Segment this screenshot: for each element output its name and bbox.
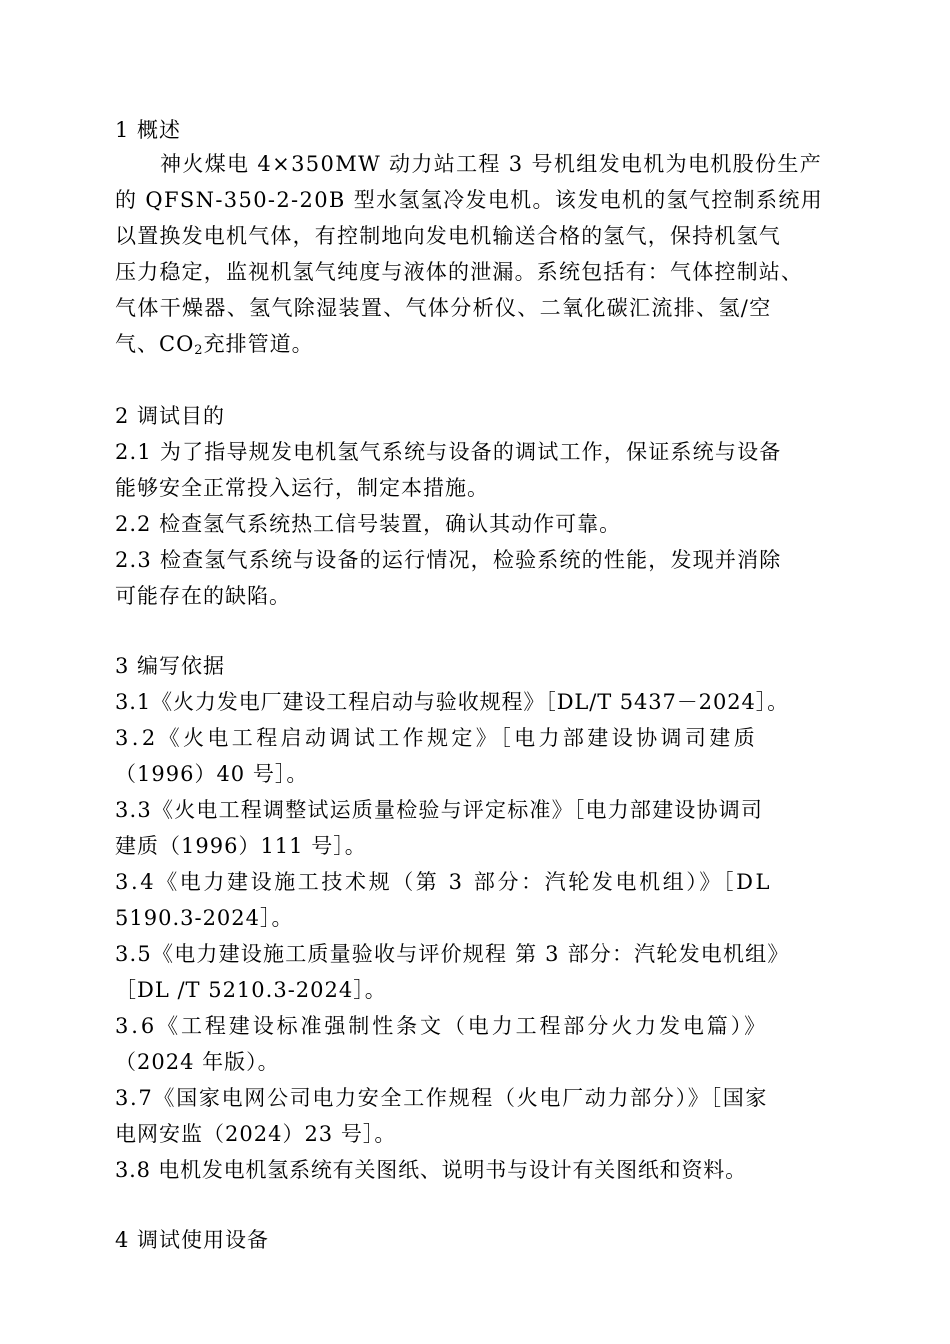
reference-3-6-line-2: （2024 年版）。 bbox=[115, 1050, 280, 1074]
section-1-line-3: 以置换发电机气体，有控制地向发电机输送合格的氢气，保持机氢气 bbox=[115, 224, 781, 248]
reference-3-3-line-2: 建质（1996）111 号］。 bbox=[115, 834, 367, 858]
section-2-line-2: 能够安全正常投入运行，制定本措施。 bbox=[115, 476, 489, 500]
reference-3-2-line-2: （1996）40 号］。 bbox=[115, 762, 309, 786]
reference-3-1: 3.1《火力发电厂建设工程启动与验收规程》［DL/T 5437－2024］。 bbox=[115, 690, 790, 714]
co2-suffix: 充排管道。 bbox=[203, 332, 314, 356]
reference-3-8: 3.8 电机发电机氢系统有关图纸、说明书与设计有关图纸和资料。 bbox=[115, 1158, 747, 1182]
section-2-line-1: 2.1 为了指导规发电机氢气系统与设备的调试工作，保证系统与设备 bbox=[115, 440, 782, 464]
section-1-line-6 bbox=[115, 330, 314, 358]
reference-3-5-line-1: 3.5《电力建设施工质量验收与评价规程 第 3 部分：汽轮发电机组》 bbox=[115, 942, 790, 966]
section-3-heading: 3 编写依据 bbox=[115, 654, 226, 678]
reference-3-7-line-1: 3.7《国家电网公司电力安全工作规程（火电厂动力部分）》［国家 bbox=[115, 1086, 769, 1110]
co2-prefix: 气、CO bbox=[115, 332, 195, 356]
section-1-line-2: 的 QFSN-350-2-20B 型水氢氢冷发电机。该发电机的氢气控制系统用 bbox=[115, 188, 824, 212]
section-2-line-4: 2.3 检查氢气系统与设备的运行情况，检验系统的性能，发现并消除 bbox=[115, 548, 782, 572]
section-1-heading: 1 概述 bbox=[115, 118, 182, 142]
reference-3-2-line-1: 3.2《火电工程启动调试工作规定》［电力部建设协调司建质 bbox=[115, 726, 759, 750]
section-2-line-5: 可能存在的缺陷。 bbox=[115, 584, 291, 608]
section-2-heading: 2 调试目的 bbox=[115, 404, 226, 428]
co2-subscript: 2 bbox=[194, 343, 204, 358]
reference-3-5-line-2: ［DL /T 5210.3-2024］。 bbox=[115, 978, 387, 1002]
section-4-heading: 4 调试使用设备 bbox=[115, 1228, 270, 1252]
section-1-line-4: 压力稳定，监视机氢气纯度与液体的泄漏。系统包括有：气体控制站、 bbox=[115, 260, 804, 284]
reference-3-4-line-2: 5190.3-2024］。 bbox=[115, 906, 294, 930]
section-1-line-5: 气体干燥器、氢气除湿装置、气体分析仪、二氧化碳汇流排、氢/空 bbox=[115, 296, 772, 320]
section-2-line-3: 2.2 检查氢气系统热工信号装置，确认其动作可靠。 bbox=[115, 512, 622, 536]
reference-3-3-line-1: 3.3《火电工程调整试运质量检验与评定标准》［电力部建设协调司 bbox=[115, 798, 764, 822]
reference-3-7-line-2: 电网安监（2024）23 号］。 bbox=[115, 1122, 397, 1146]
section-1-line-1: 神火煤电 4×350MW 动力站工程 3 号机组发电机为电机股份生产 bbox=[160, 152, 823, 176]
reference-3-4-line-1: 3.4《电力建设施工技术规（第 3 部分：汽轮发电机组）》［DL bbox=[115, 870, 773, 894]
reference-3-6-line-1: 3.6《工程建设标准强制性条文（电力工程部分火力发电篇）》 bbox=[115, 1014, 768, 1038]
